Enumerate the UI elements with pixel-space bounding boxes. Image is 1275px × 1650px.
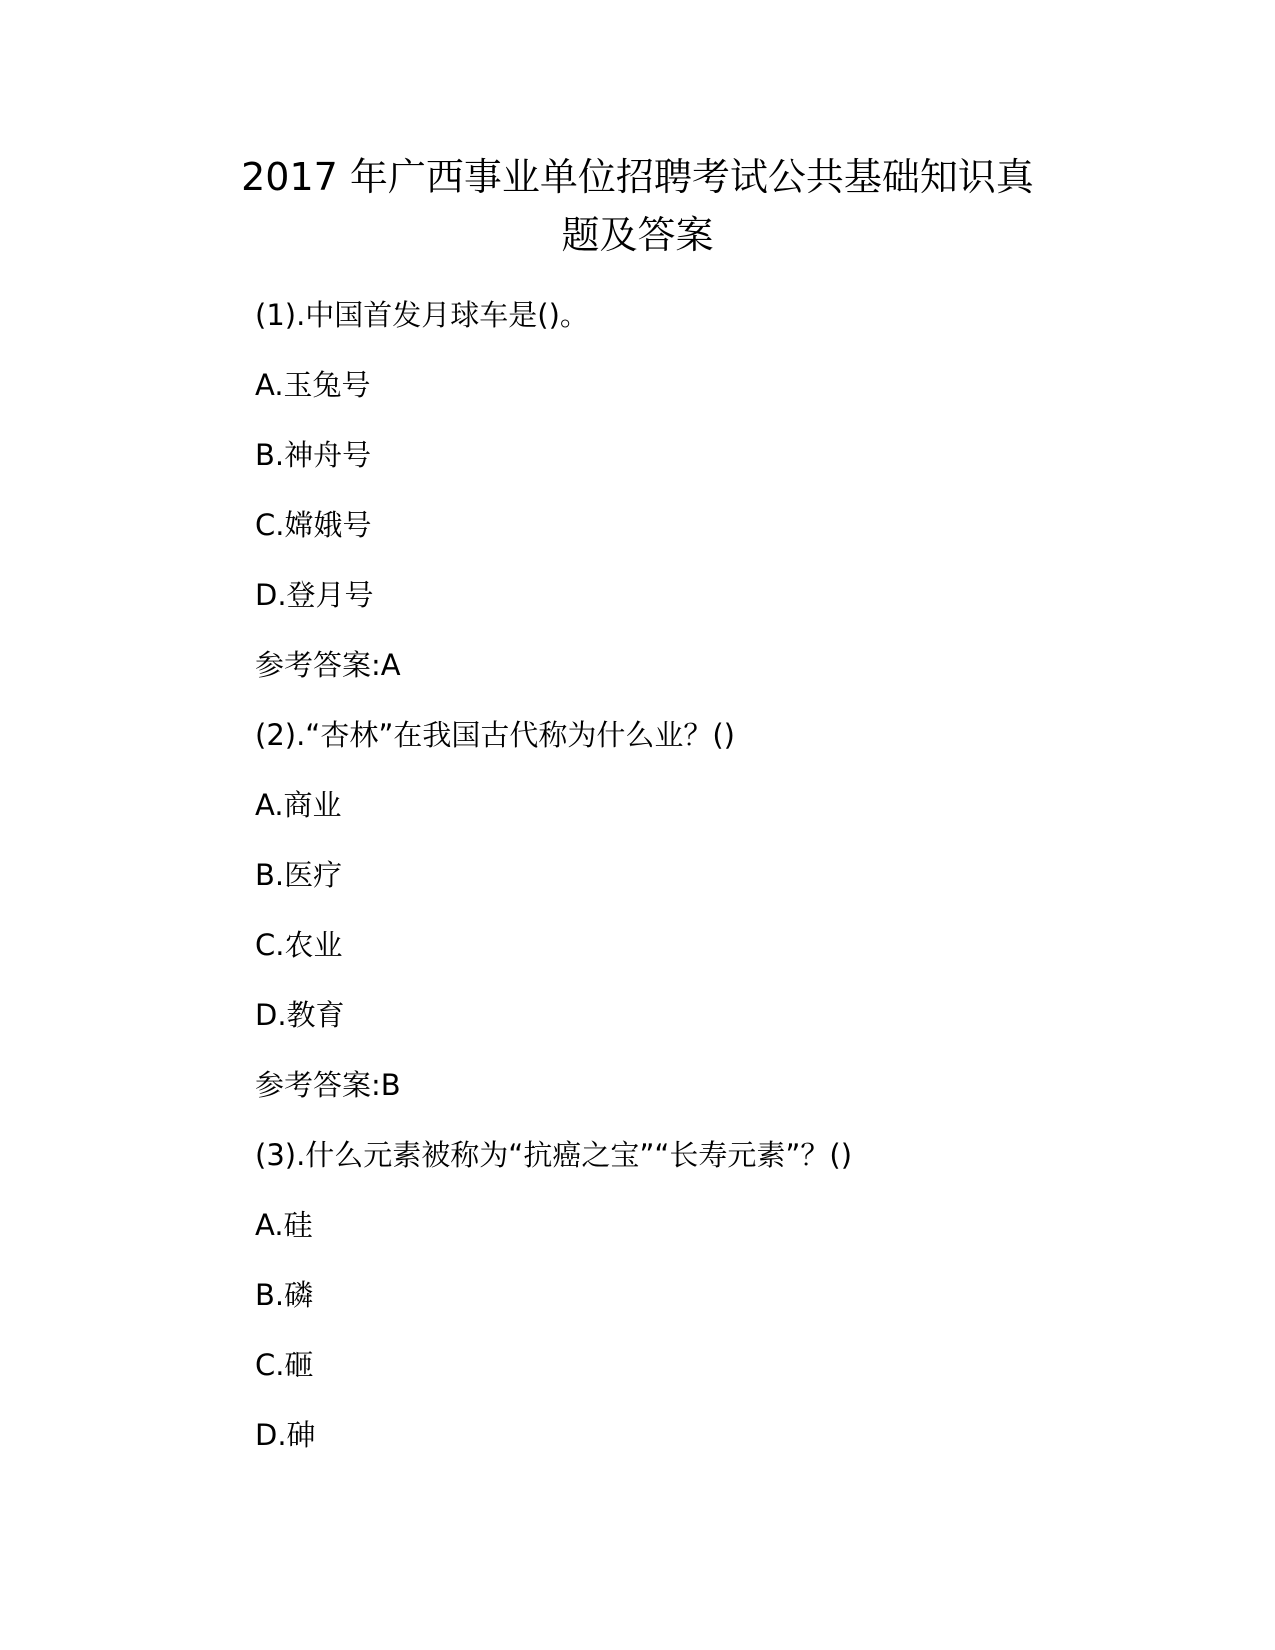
question-1-option-c: C.嫦娥号	[255, 508, 372, 542]
question-1-option-a: A.玉兔号	[255, 368, 371, 402]
question-1-option-b: B.神舟号	[255, 438, 372, 472]
document-title	[150, 148, 1125, 264]
question-3-option-c: C.砸	[255, 1348, 314, 1382]
question-3-stem: (3).什么元素被称为“抗癌之宝”“长寿元素”？()	[255, 1138, 853, 1172]
question-1-stem: (1).中国首发月球车是()。	[255, 298, 589, 332]
question-1-option-d: D.登月号	[255, 578, 374, 612]
question-2-option-d: D.教育	[255, 998, 345, 1032]
question-3-option-a: A.硅	[255, 1208, 313, 1242]
title-line-2: 题及答案	[561, 213, 714, 257]
question-2-option-b: B.医疗	[255, 858, 343, 892]
question-2-option-c: C.农业	[255, 928, 343, 962]
question-2-stem: (2).“杏林”在我国古代称为什么业？()	[255, 718, 735, 752]
title-line-1: 2017 年广西事业单位招聘考试公共基础知识真	[241, 155, 1034, 199]
question-2-option-a: A.商业	[255, 788, 342, 822]
question-2-answer: 参考答案:B	[255, 1068, 401, 1102]
question-3-option-b: B.磷	[255, 1278, 314, 1312]
question-3-option-d: D.砷	[255, 1418, 316, 1452]
question-1-answer: 参考答案:A	[255, 648, 401, 682]
